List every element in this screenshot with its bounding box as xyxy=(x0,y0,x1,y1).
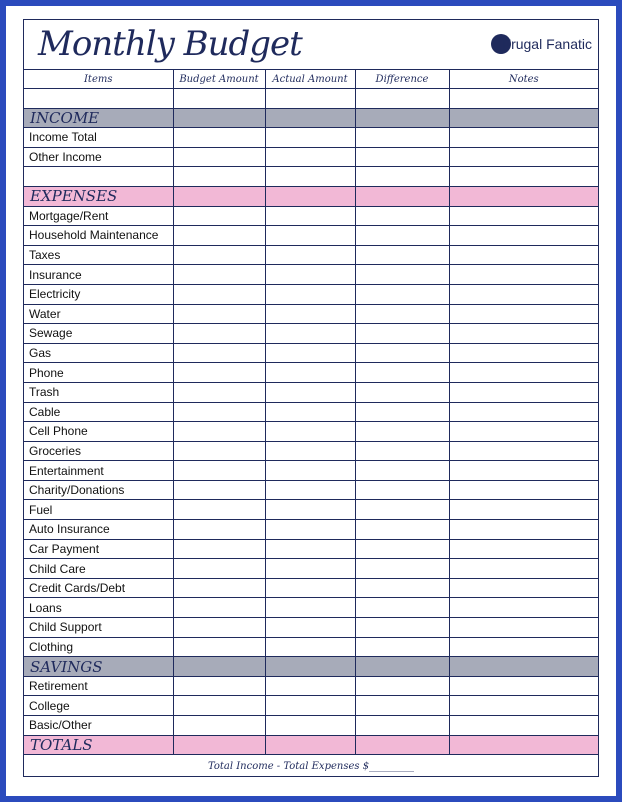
budget-amount-cell[interactable] xyxy=(173,559,265,579)
section-header-expenses xyxy=(24,186,598,206)
notes-cell[interactable] xyxy=(449,363,598,383)
actual-amount-cell[interactable] xyxy=(265,637,355,657)
item-label: Water xyxy=(24,304,173,324)
budget-amount-cell[interactable] xyxy=(173,402,265,422)
item-label: Cell Phone xyxy=(24,422,173,442)
item-label: Loans xyxy=(24,598,173,618)
actual-amount-cell[interactable] xyxy=(265,618,355,638)
column-header-difference: Difference xyxy=(355,70,449,89)
budget-amount-cell[interactable] xyxy=(173,441,265,461)
table-row xyxy=(24,500,598,520)
actual-amount-cell[interactable] xyxy=(265,206,355,226)
actual-amount-cell[interactable] xyxy=(265,598,355,618)
item-label: Other Income xyxy=(24,147,173,167)
item-label: Household Maintenance xyxy=(24,226,173,246)
item-label: College xyxy=(24,696,173,716)
table-row xyxy=(24,363,598,383)
difference-cell[interactable] xyxy=(355,226,449,246)
notes-cell[interactable] xyxy=(449,578,598,598)
notes-cell[interactable] xyxy=(449,422,598,442)
budget-amount-cell[interactable] xyxy=(173,128,265,148)
table-row xyxy=(24,618,598,638)
difference-cell[interactable] xyxy=(355,520,449,540)
notes-cell[interactable] xyxy=(449,382,598,402)
blank-row xyxy=(24,89,598,109)
notes-cell[interactable] xyxy=(449,128,598,148)
item-label: Sewage xyxy=(24,324,173,344)
actual-amount-cell[interactable] xyxy=(265,167,355,187)
table-row xyxy=(24,422,598,442)
actual-amount-cell[interactable] xyxy=(265,265,355,285)
notes-cell[interactable] xyxy=(449,480,598,500)
item-label: Fuel xyxy=(24,500,173,520)
item-label: Income Total xyxy=(24,128,173,148)
table-row xyxy=(24,402,598,422)
section-band-cell xyxy=(449,657,598,677)
table-row xyxy=(24,284,598,304)
item-label: Child Care xyxy=(24,559,173,579)
notes-cell[interactable] xyxy=(449,598,598,618)
actual-amount-cell[interactable] xyxy=(265,324,355,344)
notes-cell[interactable] xyxy=(449,618,598,638)
section-band-cell xyxy=(449,186,598,206)
item-label: Trash xyxy=(24,382,173,402)
table-row xyxy=(24,128,598,148)
item-label: Credit Cards/Debt xyxy=(24,578,173,598)
brand xyxy=(491,34,592,54)
difference-cell[interactable] xyxy=(355,598,449,618)
difference-cell[interactable] xyxy=(355,637,449,657)
budget-table xyxy=(24,70,598,755)
actual-amount-cell[interactable] xyxy=(265,422,355,442)
budget-amount-cell[interactable] xyxy=(173,539,265,559)
actual-amount-cell[interactable] xyxy=(265,480,355,500)
notes-cell[interactable] xyxy=(449,265,598,285)
section-header-savings xyxy=(24,657,598,677)
notes-cell[interactable] xyxy=(449,304,598,324)
actual-amount-cell[interactable] xyxy=(265,559,355,579)
item-label: Car Payment xyxy=(24,539,173,559)
table-row xyxy=(24,245,598,265)
item-label: Phone xyxy=(24,363,173,383)
notes-cell[interactable] xyxy=(449,696,598,716)
difference-cell[interactable] xyxy=(355,304,449,324)
column-header-notes: Notes xyxy=(449,70,598,89)
table-row xyxy=(24,559,598,579)
actual-amount-cell[interactable] xyxy=(265,284,355,304)
section-band-cell xyxy=(355,657,449,677)
budget-amount-cell[interactable] xyxy=(173,637,265,657)
notes-cell[interactable] xyxy=(449,539,598,559)
table-row xyxy=(24,598,598,618)
budget-amount-cell[interactable] xyxy=(173,480,265,500)
item-label: Child Support xyxy=(24,618,173,638)
budget-amount-cell[interactable] xyxy=(173,226,265,246)
actual-amount-cell[interactable] xyxy=(265,500,355,520)
column-header-budget-amount: Budget Amount xyxy=(173,70,265,89)
section-band-cell xyxy=(355,108,449,128)
budget-amount-cell[interactable] xyxy=(173,676,265,696)
difference-cell[interactable] xyxy=(355,559,449,579)
section-title-expenses: EXPENSES xyxy=(24,186,173,206)
column-header-actual-amount: Actual Amount xyxy=(265,70,355,89)
difference-cell[interactable] xyxy=(355,265,449,285)
difference-cell[interactable] xyxy=(355,716,449,736)
actual-amount-cell[interactable] xyxy=(265,578,355,598)
actual-amount-cell[interactable] xyxy=(265,716,355,736)
budget-amount-cell[interactable] xyxy=(173,265,265,285)
actual-amount-cell[interactable] xyxy=(265,226,355,246)
item-label: Mortgage/Rent xyxy=(24,206,173,226)
table-row xyxy=(24,206,598,226)
page-title: Monthly Budget xyxy=(38,24,302,64)
section-band-cell xyxy=(355,735,449,755)
difference-cell[interactable] xyxy=(355,500,449,520)
actual-amount-cell[interactable] xyxy=(265,304,355,324)
section-band-cell xyxy=(355,186,449,206)
table-row xyxy=(24,637,598,657)
notes-cell[interactable] xyxy=(449,676,598,696)
section-band-cell xyxy=(265,108,355,128)
cell[interactable] xyxy=(355,89,449,109)
difference-cell[interactable] xyxy=(355,461,449,481)
budget-amount-cell[interactable] xyxy=(173,500,265,520)
section-header-income xyxy=(24,108,598,128)
table-row xyxy=(24,480,598,500)
notes-cell[interactable] xyxy=(449,716,598,736)
notes-cell[interactable] xyxy=(449,441,598,461)
notes-cell[interactable] xyxy=(449,402,598,422)
table-row xyxy=(24,382,598,402)
item-label: Clothing xyxy=(24,637,173,657)
actual-amount-cell[interactable] xyxy=(265,461,355,481)
item-label: Cable xyxy=(24,402,173,422)
budget-amount-cell[interactable] xyxy=(173,167,265,187)
sheet-header xyxy=(24,20,598,70)
budget-amount-cell[interactable] xyxy=(173,461,265,481)
section-band-cell xyxy=(449,735,598,755)
difference-cell[interactable] xyxy=(355,324,449,344)
table-row xyxy=(24,324,598,344)
table-row xyxy=(24,147,598,167)
difference-cell[interactable] xyxy=(355,128,449,148)
actual-amount-cell[interactable] xyxy=(265,363,355,383)
notes-cell[interactable] xyxy=(449,284,598,304)
table-row xyxy=(24,696,598,716)
item-label: Charity/Donations xyxy=(24,480,173,500)
item-label: Taxes xyxy=(24,245,173,265)
notes-cell[interactable] xyxy=(449,500,598,520)
item-label: Insurance xyxy=(24,265,173,285)
actual-amount-cell[interactable] xyxy=(265,402,355,422)
table-row xyxy=(24,461,598,481)
actual-amount-cell[interactable] xyxy=(265,676,355,696)
actual-amount-cell[interactable] xyxy=(265,128,355,148)
budget-amount-cell[interactable] xyxy=(173,696,265,716)
column-header-row xyxy=(24,70,598,89)
section-title-income: INCOME xyxy=(24,108,173,128)
difference-cell[interactable] xyxy=(355,696,449,716)
cell[interactable] xyxy=(173,89,265,109)
table-row xyxy=(24,539,598,559)
item-label: Retirement xyxy=(24,676,173,696)
budget-amount-cell[interactable] xyxy=(173,284,265,304)
budget-amount-cell[interactable] xyxy=(173,598,265,618)
section-band-cell xyxy=(265,657,355,677)
notes-cell[interactable] xyxy=(449,324,598,344)
actual-amount-cell[interactable] xyxy=(265,441,355,461)
cell[interactable] xyxy=(449,89,598,109)
difference-cell[interactable] xyxy=(355,441,449,461)
section-band-cell xyxy=(173,735,265,755)
table-row xyxy=(24,716,598,736)
notes-cell[interactable] xyxy=(449,206,598,226)
table-row xyxy=(24,226,598,246)
notes-cell[interactable] xyxy=(449,559,598,579)
section-band-cell xyxy=(173,186,265,206)
table-row xyxy=(24,578,598,598)
difference-cell[interactable] xyxy=(355,578,449,598)
notes-cell[interactable] xyxy=(449,637,598,657)
table-row xyxy=(24,520,598,540)
budget-amount-cell[interactable] xyxy=(173,343,265,363)
actual-amount-cell[interactable] xyxy=(265,147,355,167)
page xyxy=(6,6,616,796)
section-title-totals: TOTALS xyxy=(24,735,173,755)
notes-cell[interactable] xyxy=(449,147,598,167)
budget-amount-cell[interactable] xyxy=(173,304,265,324)
budget-amount-cell[interactable] xyxy=(173,245,265,265)
item-label: Electricity xyxy=(24,284,173,304)
budget-sheet xyxy=(23,19,599,777)
item-label: Auto Insurance xyxy=(24,520,173,540)
section-band-cell xyxy=(265,186,355,206)
budget-amount-cell[interactable] xyxy=(173,618,265,638)
item-label: Entertainment xyxy=(24,461,173,481)
notes-cell[interactable] xyxy=(449,167,598,187)
actual-amount-cell[interactable] xyxy=(265,382,355,402)
notes-cell[interactable] xyxy=(449,226,598,246)
difference-cell[interactable] xyxy=(355,382,449,402)
budget-amount-cell[interactable] xyxy=(173,324,265,344)
difference-cell[interactable] xyxy=(355,206,449,226)
cell[interactable] xyxy=(24,89,173,109)
notes-cell[interactable] xyxy=(449,343,598,363)
difference-cell[interactable] xyxy=(355,284,449,304)
section-band-cell xyxy=(173,657,265,677)
actual-amount-cell[interactable] xyxy=(265,520,355,540)
section-band-cell xyxy=(265,735,355,755)
table-row xyxy=(24,265,598,285)
difference-cell[interactable] xyxy=(355,676,449,696)
notes-cell[interactable] xyxy=(449,245,598,265)
totals-footer: Total Income - Total Expenses $_________ xyxy=(207,760,415,772)
budget-amount-cell[interactable] xyxy=(173,520,265,540)
cell[interactable] xyxy=(265,89,355,109)
difference-cell[interactable] xyxy=(355,539,449,559)
column-header-items: Items xyxy=(24,70,173,89)
item-label: Gas xyxy=(24,343,173,363)
budget-amount-cell[interactable] xyxy=(173,206,265,226)
item-label xyxy=(24,167,173,187)
section-title-savings: SAVINGS xyxy=(24,657,173,677)
difference-cell[interactable] xyxy=(355,480,449,500)
table-row xyxy=(24,304,598,324)
table-row xyxy=(24,676,598,696)
actual-amount-cell[interactable] xyxy=(265,245,355,265)
budget-amount-cell[interactable] xyxy=(173,422,265,442)
table-row xyxy=(24,441,598,461)
difference-cell[interactable] xyxy=(355,618,449,638)
difference-cell[interactable] xyxy=(355,245,449,265)
budget-amount-cell[interactable] xyxy=(173,578,265,598)
actual-amount-cell[interactable] xyxy=(265,539,355,559)
budget-amount-cell[interactable] xyxy=(173,363,265,383)
difference-cell[interactable] xyxy=(355,422,449,442)
item-label: Basic/Other xyxy=(24,716,173,736)
actual-amount-cell[interactable] xyxy=(265,696,355,716)
budget-amount-cell[interactable] xyxy=(173,147,265,167)
difference-cell[interactable] xyxy=(355,343,449,363)
item-label: Groceries xyxy=(24,441,173,461)
section-band-cell xyxy=(449,108,598,128)
difference-cell[interactable] xyxy=(355,167,449,187)
difference-cell[interactable] xyxy=(355,147,449,167)
section-header-totals xyxy=(24,735,598,755)
difference-cell[interactable] xyxy=(355,363,449,383)
notes-cell[interactable] xyxy=(449,461,598,481)
difference-cell[interactable] xyxy=(355,402,449,422)
table-row xyxy=(24,167,598,187)
actual-amount-cell[interactable] xyxy=(265,343,355,363)
brand-name: Frugal Fanatic xyxy=(502,36,592,52)
budget-amount-cell[interactable] xyxy=(173,716,265,736)
budget-amount-cell[interactable] xyxy=(173,382,265,402)
section-band-cell xyxy=(173,108,265,128)
table-row xyxy=(24,343,598,363)
notes-cell[interactable] xyxy=(449,520,598,540)
